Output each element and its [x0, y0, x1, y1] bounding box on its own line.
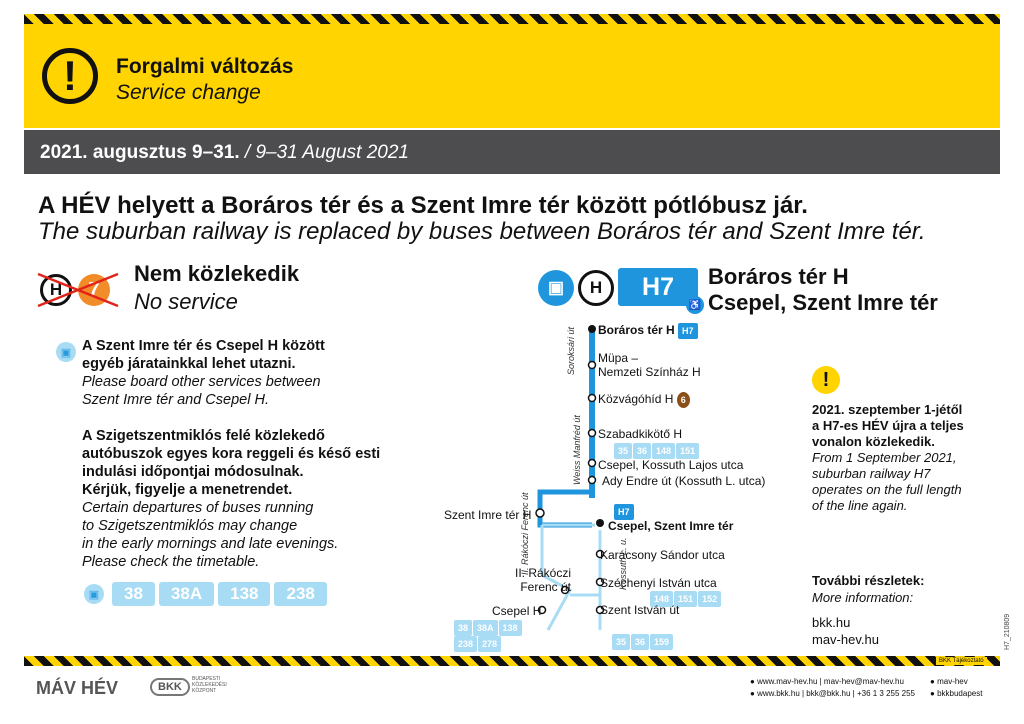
bkk-logo: BKK — [150, 678, 190, 696]
hazard-stripe-bottom — [24, 656, 1000, 666]
stop-tags-csepel-h: 38 38A 138 238 278 — [454, 620, 523, 652]
route-tag: 38 — [112, 582, 155, 606]
stop-tags-szent-imre: H7 — [614, 504, 635, 520]
stop-rakoczi: II. Rákóczi Ferenc út — [515, 566, 572, 594]
route-tag: 138 — [218, 582, 270, 606]
hev-icon: H — [40, 274, 72, 306]
no-service-hu: Nem közlekedik — [134, 261, 300, 286]
stop-szent-istvan: Szent István út — [600, 603, 680, 617]
bus-icon: ▣ — [56, 342, 76, 362]
bkk-info-label: BKK Tájékoztató — [936, 657, 987, 665]
headline-hu: A HÉV helyett a Boráros tér és a Szent Imre tér között pótlóbusz jár. — [38, 192, 808, 219]
bicycle-icon: ♿ — [686, 296, 704, 314]
bus-icon: ▣ — [84, 584, 104, 604]
route-tag: 238 — [274, 582, 326, 606]
warning-icon: ! — [42, 48, 98, 104]
stop-szent-imre-ter: Csepel, Szent Imre tér — [608, 519, 734, 533]
date-band — [24, 130, 1000, 174]
route-to: Csepel, Szent Imre tér — [708, 290, 938, 315]
stop-tags-szabadkikoto: 35 36 148 151 — [614, 443, 700, 459]
stop-kozvagohid: Közvágóhíd H 6 — [598, 392, 691, 408]
date-hu: 2021. augusztus 9–31. — [40, 142, 240, 163]
no-service-icons — [36, 272, 126, 308]
footer — [24, 672, 1000, 716]
stop-karacsony: Karácsony Sándor utca — [600, 548, 725, 562]
stop-csepel-h: Csepel H — [492, 604, 542, 618]
stop-tags-szechenyi: 148 151 152 — [650, 591, 722, 607]
stop-szent-imre-h: Szent Imre tér H — [444, 508, 532, 522]
route-tag: 38A — [159, 582, 214, 606]
social-info: ● mav-hev ● bkkbudapest — [930, 677, 983, 698]
street-label: Kossuth L. u. — [618, 537, 628, 590]
bkk-logo-text: BUDAPESTI KÖZLEKEDÉSI KÖZPONT — [192, 676, 227, 694]
globe-icon: ● — [750, 689, 755, 698]
stop-tags-szent-istvan: 35 36 159 — [612, 634, 674, 650]
link-bkk[interactable]: bkk.hu — [812, 615, 851, 630]
globe-icon: ● — [750, 677, 755, 686]
street-label: Soroksári út — [566, 326, 576, 375]
hev-icon: H — [578, 270, 614, 306]
stop-szabadkikoto: Szabadkikötő H — [598, 427, 683, 441]
notice-other-services: A Szent Imre tér és Csepel H között egyéb járatainkkal lehet utazni. Please board other services between Szent Imre tér and Csepel H. — [82, 338, 325, 408]
line-7-icon: 7 — [78, 274, 110, 306]
facebook-icon: ● — [930, 677, 935, 686]
stop-szechenyi: Széchenyi István utca — [600, 576, 717, 590]
stop-ady-endre: Ady Endre út (Kossuth L. utca) — [602, 474, 766, 488]
mav-hev-logo: MÁV HÉV — [36, 678, 119, 698]
notice-timetable: A Szigetszentmiklós felé közlekedő autóbuszok egyes kora reggeli és késő esti indulási időpontjai módosulnak. Kérjük, figyelje a menetrendet. Certain departures of buses running to Szigetszentmiklós may change in the early mornings and late evenings. Please check the timetable. — [82, 428, 381, 570]
date-en: / 9–31 August 2021 — [244, 142, 409, 163]
route-from: Boráros tér H — [708, 264, 849, 289]
more-info: További részletek: More information: bkk.hu mav-hev.hu — [812, 573, 925, 647]
right-note: 2021. szeptember 1-jétől a H7-es HÉV újra a teljes vonalon közlekedik. From 1 September 2021, suburban railway H7 operates on the full length of the line again. — [812, 402, 964, 513]
bus-icon: ▣ — [538, 270, 574, 306]
service-change-banner — [24, 24, 1000, 128]
stop-kossuth-lajos: Csepel, Kossuth Lajos utca — [598, 458, 744, 472]
facebook-icon: ● — [930, 689, 935, 698]
street-label: Weiss Manfréd út — [572, 415, 582, 485]
bus-route-tags — [112, 582, 327, 606]
stop-mupa: Müpa – Nemzeti Színház H — [598, 351, 701, 379]
strike-through-icon — [36, 272, 126, 308]
hazard-stripe-top — [24, 14, 1000, 24]
doc-id: H7_210809 — [1004, 613, 1011, 650]
no-service-en: No service — [134, 289, 238, 314]
headline-en: The suburban railway is replaced by buses between Boráros tér and Szent Imre tér. — [38, 218, 926, 245]
street-label: II. Rákóczi Ferenc út — [520, 492, 530, 575]
link-mav-hev[interactable]: mav-hev.hu — [812, 632, 879, 647]
contact-info: ● www.mav-hev.hu | mav-hev@mav-hev.hu ● www.bkk.hu | bkk@bkk.hu | +36 1 3 255 255 — [750, 677, 916, 698]
warning-icon: ! — [812, 366, 840, 394]
banner-title-en: Service change — [116, 81, 261, 104]
banner-title-hu: Forgalmi változás — [116, 55, 294, 78]
h7-line-badge: H7 — [618, 268, 698, 306]
stop-boraros: Boráros tér H H7 — [598, 323, 699, 339]
